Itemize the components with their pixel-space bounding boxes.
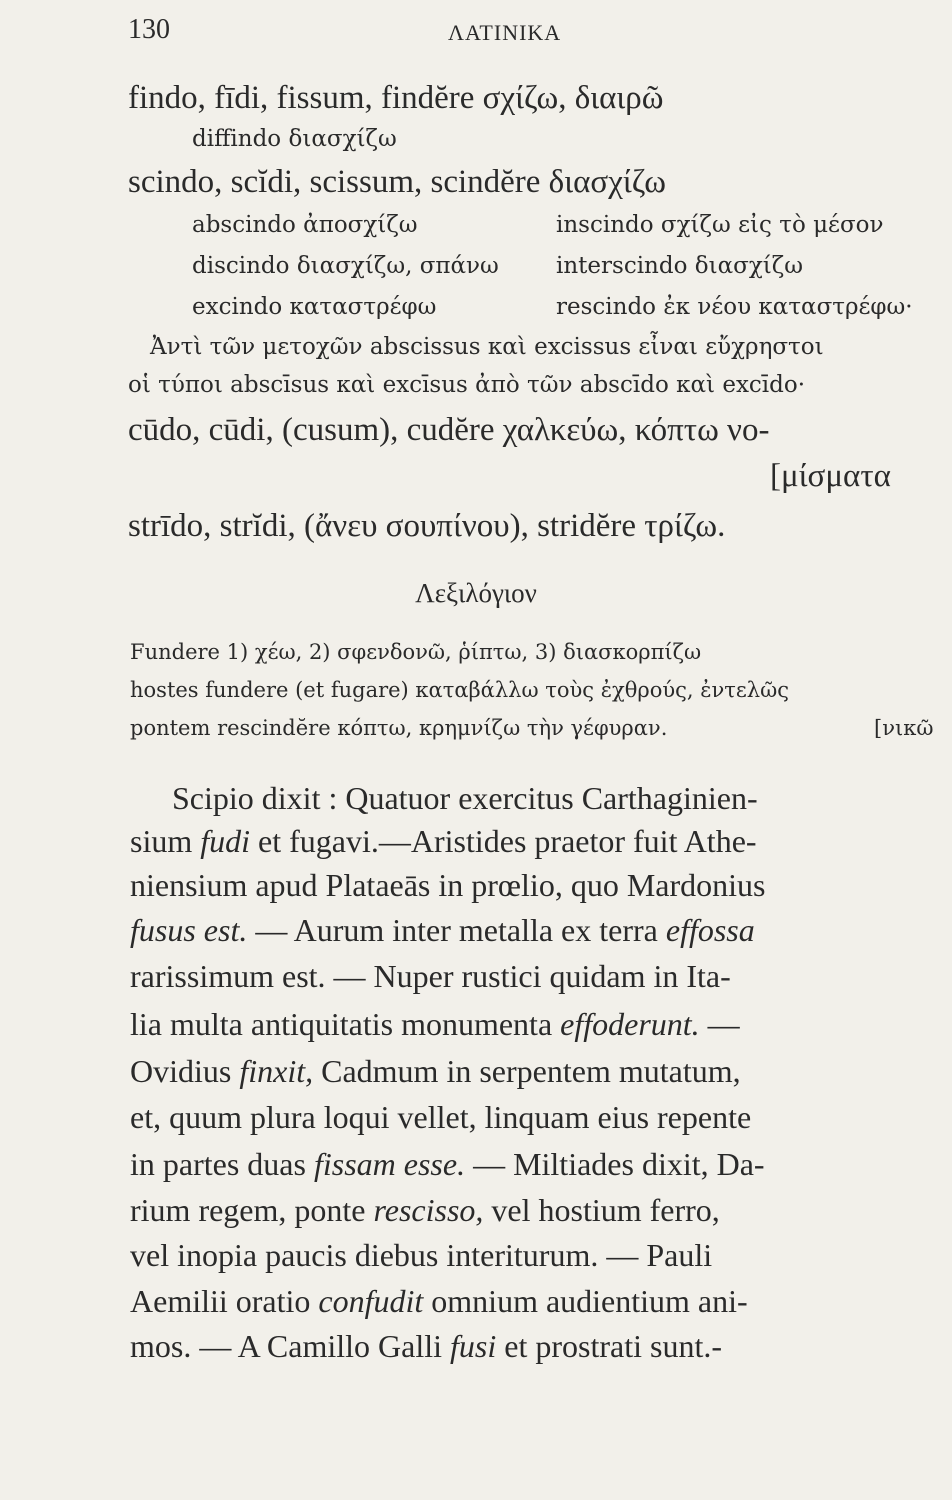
italic-word: effossa <box>665 912 755 948</box>
verb-findo: findo, fīdi, fissum, findĕre σχίζω, διαιρῶ <box>128 80 664 116</box>
verb-strido: strīdo, strĭdi, (ἄνευ σουπίνου), stridĕre τρίζω. <box>128 508 726 544</box>
italic-word: fudi <box>200 823 251 859</box>
italic-word: fusi <box>450 1328 497 1364</box>
verb-abscindo: abscindo ἀποσχίζω <box>192 212 418 238</box>
verb-discindo: discindo διασχίζω, σπάνω <box>192 253 499 279</box>
verb-scindo: scindo, scĭdi, scissum, scindĕre διασχίζω <box>128 164 666 200</box>
verb-inscindo: inscindo σχίζω εἰς τὸ μέσον <box>556 212 884 238</box>
glossary-line-2: hostes fundere (et fugare) καταβάλλω τοὺς ἐχθρούς, ἐντελῶς <box>130 678 789 702</box>
participle-note-line-2: οἱ τύποι abscīsus καὶ excīsus ἀπὸ τῶν abscīdo καὶ excīdo· <box>128 372 806 398</box>
passage-line-11: vel inopia paucis diebus interiturum. — Pauli <box>130 1237 713 1273</box>
glossary-title: Λεξιλόγιον <box>415 578 537 608</box>
italic-word: fissam esse. <box>313 1146 466 1182</box>
glossary-line-3-right: [νικῶ <box>874 716 934 740</box>
running-head: ΛΑΤΙΝΙΚΑ <box>448 20 562 45</box>
verb-cudo-continuation: [μίσματα <box>770 458 891 494</box>
glossary-line-1: Fundere 1) χέω, 2) σφενδονῶ, ῥίπτω, 3) διασκορπίζω <box>130 640 702 664</box>
verb-cudo: cūdo, cūdi, (cusum), cudĕre χαλκεύω, κόπτω νο- <box>128 412 770 448</box>
page-header <box>128 14 912 54</box>
italic-word: finxit, <box>239 1053 314 1089</box>
passage-line-10: rium regem, ponte rescisso, vel hostium ferro, <box>130 1192 720 1228</box>
participle-note-line-1: Ἀντὶ τῶν μετοχῶν abscissus καὶ excissus εἶναι εὔχρηστοι <box>150 334 824 360</box>
verb-rescindo: rescindo ἐκ νέου καταστρέφω· <box>556 294 913 320</box>
italic-word: fusus est. <box>130 912 248 948</box>
passage-line-7: Ovidius finxit, Cadmum in serpentem mutatum, <box>130 1053 741 1089</box>
italic-word: confudit <box>318 1283 424 1319</box>
italic-word: effoderunt. <box>560 1006 700 1042</box>
passage-line-12: Aemilii oratio confudit omnium audientium ani- <box>130 1283 748 1319</box>
passage-line-1: Scipio dixit : Quatuor exercitus Carthaginien- <box>172 780 758 816</box>
passage-line-9: in partes duas fissam esse. — Miltiades dixit, Da- <box>130 1146 765 1182</box>
italic-word: rescisso, <box>373 1192 484 1228</box>
passage-line-13: mos. — A Camillo Galli fusi et prostrati sunt.- <box>130 1328 722 1364</box>
passage-line-8: et, quum plura loqui vellet, linquam eius repente <box>130 1099 752 1135</box>
passage-line-4: fusus est. — Aurum inter metalla ex terra effossa <box>130 912 755 948</box>
verb-excindo: excindo καταστρέφω <box>192 294 437 320</box>
passage-line-2: sium fudi et fugavi.—Aristides praetor fuit Athe- <box>130 823 757 859</box>
verb-diffindo: diffindo διασχίζω <box>192 126 397 152</box>
passage-line-6: lia multa antiquitatis monumenta effoderunt. — <box>130 1006 740 1042</box>
passage-line-3: niensium apud Plataeās in prœlio, quo Mardonius <box>130 867 766 903</box>
passage-line-5: rarissimum est. — Nuper rustici quidam in Ita- <box>130 958 731 994</box>
page-number: 130 <box>128 14 170 45</box>
glossary-line-3: pontem rescindĕre κόπτω, κρημνίζω τὴν γέφυραν. <box>130 716 668 740</box>
verb-interscindo: interscindo διασχίζω <box>556 253 804 279</box>
